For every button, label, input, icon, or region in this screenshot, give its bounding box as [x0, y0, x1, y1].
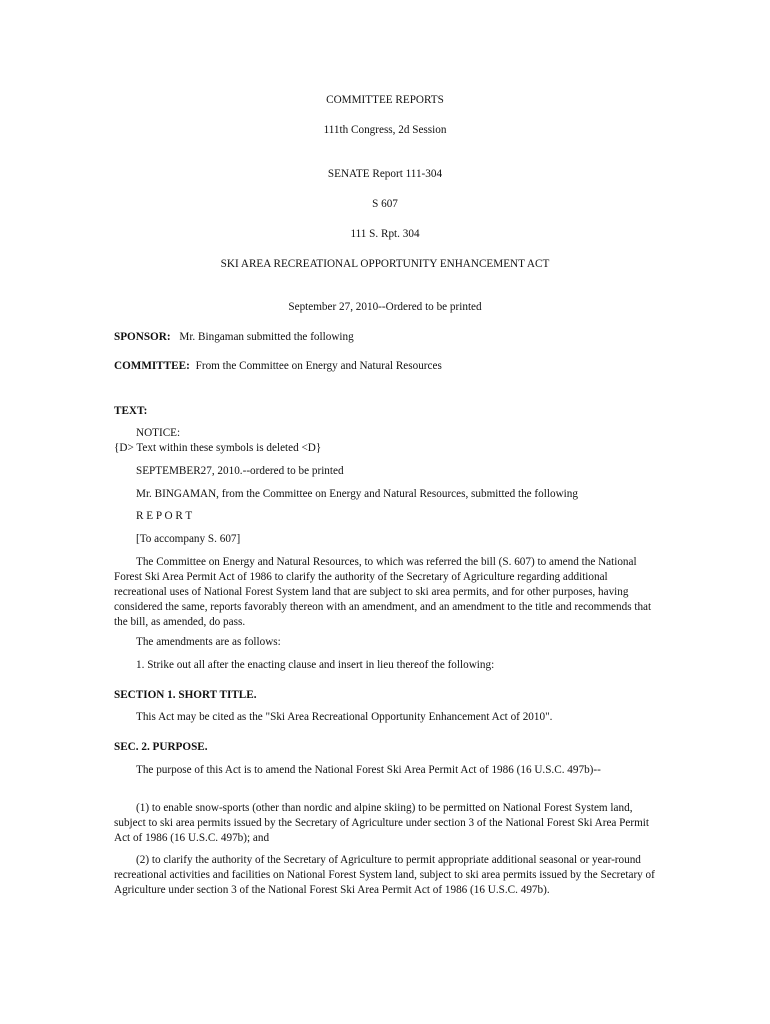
- text-label: [114, 405, 147, 417]
- section2-intro: The purpose of this Act is to amend the National Forest Ski Area Permit Act of 1986 (16 U.S.C. 497b)--: [136, 764, 601, 776]
- sponsor-value: Mr. Bingaman submitted the following: [179, 331, 354, 343]
- committee-line: [114, 360, 442, 372]
- notice-label: NOTICE:: [136, 427, 181, 439]
- ordered-date: September 27, 2010--Ordered to be printed: [288, 301, 482, 313]
- committee-value: From the Committee on Energy and Natural Resources: [195, 360, 442, 372]
- accompany-line: [To accompany S. 607]: [136, 533, 241, 545]
- strike-line: 1. Strike out all after the enacting clause and insert in lieu thereof the following:: [136, 659, 495, 671]
- committee-label: COMMITTEE:: [114, 360, 190, 372]
- senate-report-number: SENATE Report 111-304: [327, 168, 443, 180]
- report-citation: 111 S. Rpt. 304: [350, 228, 420, 240]
- section2-heading: [114, 741, 208, 753]
- report-heading: R E P O R T: [136, 510, 193, 522]
- section1-heading-bold: SECTION 1. SHORT TITLE.: [114, 689, 257, 701]
- section2-item-1: (1) to enable snow-sports (other than nordic and alpine skiing) to be permitted on National Forest System land, subject to ski area permits issued by the Secretary of Agriculture under section 3 of the National Forest Ski Area Permit Act of 1986 (16 U.S.C. 497b); and: [114, 802, 649, 844]
- amendments-line: The amendments are as follows:: [136, 636, 281, 648]
- sponsor-line: [114, 331, 354, 343]
- sponsor-label: SPONSOR:: [114, 331, 171, 343]
- document-title: COMMITTEE REPORTS: [326, 94, 444, 106]
- section2-item-2: (2) to clarify the authority of the Secretary of Agriculture to permit appropriate additional seasonal or year-round recreational activities and facilities on National Forest System land, subject to ski area permits issued by the Secretary of Agriculture under section 3 of the National Forest Ski Area Permit Act of 1986 (16 U.S.C. 497b).: [114, 854, 655, 896]
- section2-heading-bold: SEC. 2. PURPOSE.: [114, 741, 208, 753]
- bill-number: S 607: [372, 198, 398, 210]
- congress-session: 111th Congress, 2d Session: [323, 124, 447, 136]
- section1-heading: [114, 689, 257, 701]
- deletion-note: {D> Text within these symbols is deleted <D}: [114, 442, 322, 454]
- section1-text: This Act may be cited as the "Ski Area Recreational Opportunity Enhancement Act of 2010".: [136, 711, 553, 723]
- main-paragraph: The Committee on Energy and Natural Resources, to which was referred the bill (S. 607) to amend the National Forest Ski Area Permit Act of 1986 to clarify the authority of the Secretary of Agriculture regarding additional recreational uses of National Forest System land that are subject to ski area permits, and for other purposes, having considered the same, reports favorably thereon with an amendment, and an amendment to the title and recommends that the bill, as amended, do pass.: [114, 556, 652, 628]
- ordered-line: SEPTEMBER27, 2010.--ordered to be printed: [136, 465, 344, 477]
- act-title: SKI AREA RECREATIONAL OPPORTUNITY ENHANCEMENT ACT: [220, 258, 550, 270]
- text-label-bold: TEXT:: [114, 405, 148, 417]
- submitted-line: Mr. BINGAMAN, from the Committee on Energy and Natural Resources, submitted the following: [136, 488, 578, 500]
